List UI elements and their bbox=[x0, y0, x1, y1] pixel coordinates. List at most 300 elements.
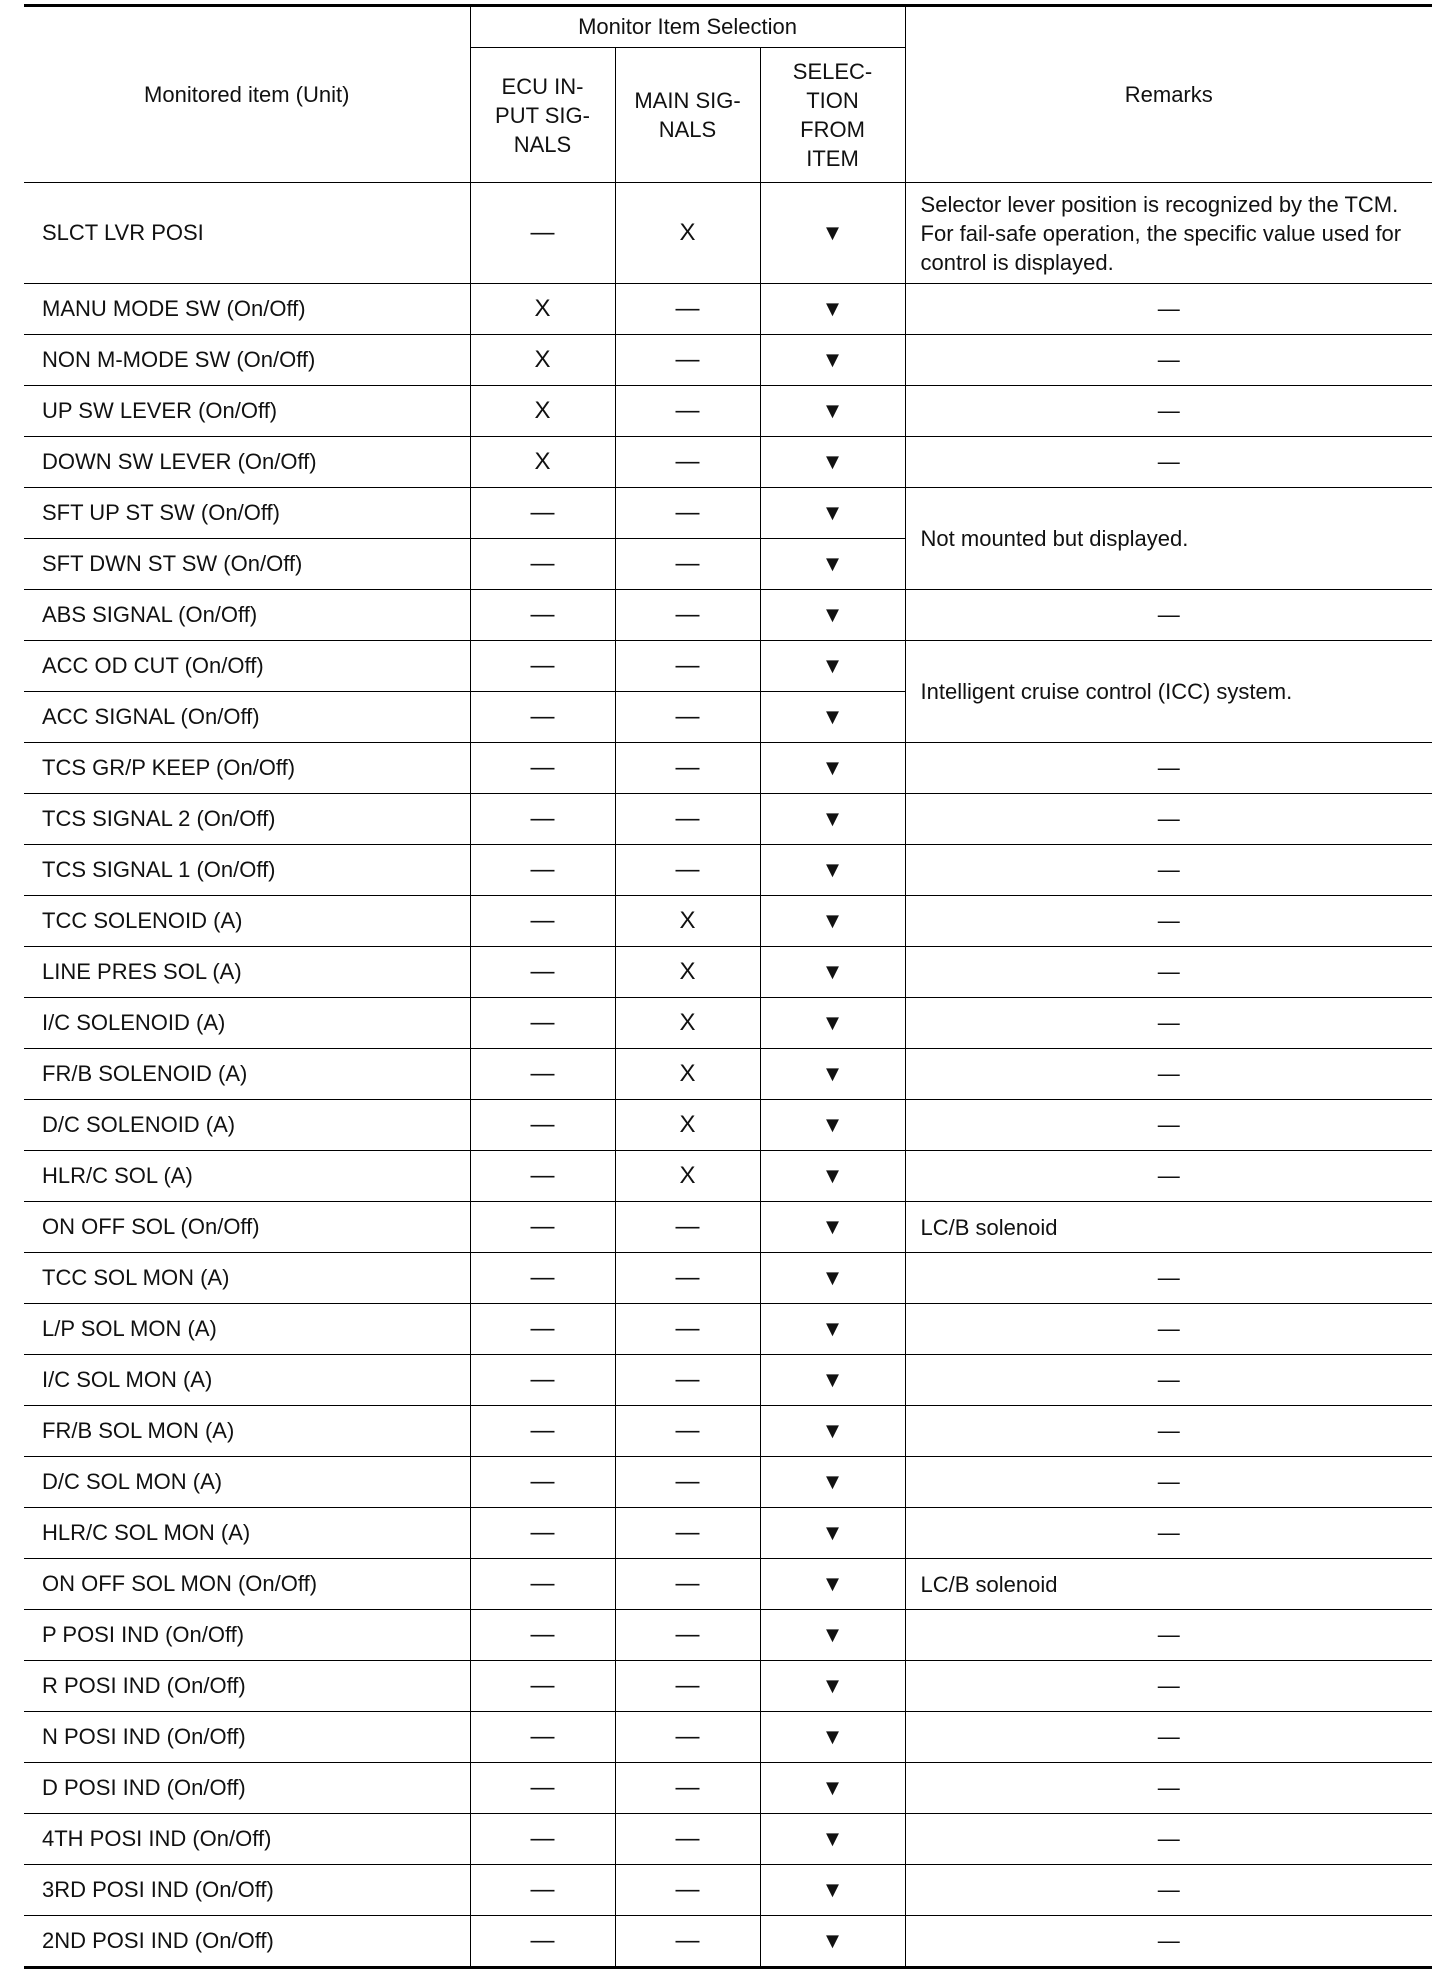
ecu-input-cell-value: — bbox=[530, 1621, 555, 1648]
main-signals-cell-value: X bbox=[679, 1111, 696, 1138]
ecu-input-cell bbox=[470, 539, 615, 590]
main-signals-cell-value: — bbox=[675, 1723, 700, 1750]
main-signals-cell-value: — bbox=[675, 1315, 700, 1342]
main-signals-cell-value: — bbox=[675, 1927, 700, 1954]
ecu-input-cell-value: — bbox=[530, 1162, 555, 1189]
remarks-cell: — bbox=[905, 284, 1432, 335]
selection-cell bbox=[760, 1100, 905, 1151]
remarks-cell: Intelligent cruise control (ICC) system. bbox=[905, 641, 1432, 743]
remarks-cell: — bbox=[905, 794, 1432, 845]
main-signals-cell-value: — bbox=[675, 1366, 700, 1393]
ecu-input-cell-value: — bbox=[530, 1213, 555, 1240]
ecu-input-cell bbox=[470, 386, 615, 437]
monitored-item-cell: 3RD POSI IND (On/Off) bbox=[24, 1865, 470, 1916]
main-signals-cell-value: — bbox=[675, 1213, 700, 1240]
selection-cell-value: ▼ bbox=[821, 1877, 844, 1902]
main-signals-cell bbox=[615, 1865, 760, 1916]
table-row bbox=[24, 1712, 1432, 1763]
selection-cell bbox=[760, 1457, 905, 1508]
header-monitor-item-selection: Monitor Item Selection bbox=[470, 6, 905, 48]
main-signals-cell bbox=[615, 998, 760, 1049]
table-row bbox=[24, 845, 1432, 896]
header-main-signals-label: MAIN SIG- NALS bbox=[634, 88, 741, 142]
selection-cell-value: ▼ bbox=[821, 1469, 844, 1494]
ecu-input-cell bbox=[470, 998, 615, 1049]
main-signals-cell bbox=[615, 488, 760, 539]
selection-cell bbox=[760, 1049, 905, 1100]
remarks-cell: LC/B solenoid bbox=[905, 1202, 1432, 1253]
monitored-item-cell: LINE PRES SOL (A) bbox=[24, 947, 470, 998]
ecu-input-cell bbox=[470, 1100, 615, 1151]
selection-cell-value: ▼ bbox=[821, 857, 844, 882]
ecu-input-cell-value: — bbox=[530, 1468, 555, 1495]
selection-cell bbox=[760, 1712, 905, 1763]
remarks-cell: — bbox=[905, 1304, 1432, 1355]
monitored-item-cell: TCS GR/P KEEP (On/Off) bbox=[24, 743, 470, 794]
remarks-cell: — bbox=[905, 998, 1432, 1049]
table-row bbox=[24, 794, 1432, 845]
monitored-item-cell: ON OFF SOL MON (On/Off) bbox=[24, 1559, 470, 1610]
selection-cell bbox=[760, 1508, 905, 1559]
selection-cell bbox=[760, 1406, 905, 1457]
remarks-cell: — bbox=[905, 896, 1432, 947]
header-monitored-item: Monitored item (Unit) bbox=[24, 6, 470, 183]
main-signals-cell-value: — bbox=[675, 397, 700, 424]
remarks-cell: — bbox=[905, 1508, 1432, 1559]
main-signals-cell-value: — bbox=[675, 1570, 700, 1597]
selection-cell bbox=[760, 437, 905, 488]
selection-cell-value: ▼ bbox=[821, 1622, 844, 1647]
remarks-cell: — bbox=[905, 1457, 1432, 1508]
selection-cell bbox=[760, 1814, 905, 1865]
remarks-cell: — bbox=[905, 1661, 1432, 1712]
remarks-cell: — bbox=[905, 1151, 1432, 1202]
main-signals-cell bbox=[615, 947, 760, 998]
ecu-input-cell bbox=[470, 1508, 615, 1559]
ecu-input-cell bbox=[470, 335, 615, 386]
selection-cell bbox=[760, 1253, 905, 1304]
ecu-input-cell-value: — bbox=[530, 1009, 555, 1036]
table-row bbox=[24, 386, 1432, 437]
ecu-input-cell-value: — bbox=[530, 1060, 555, 1087]
monitored-item-cell: UP SW LEVER (On/Off) bbox=[24, 386, 470, 437]
ecu-input-cell bbox=[470, 183, 615, 284]
selection-cell bbox=[760, 590, 905, 641]
selection-cell-value: ▼ bbox=[821, 1673, 844, 1698]
selection-cell-value: ▼ bbox=[821, 1265, 844, 1290]
ecu-input-cell bbox=[470, 1304, 615, 1355]
monitored-item-cell: 2ND POSI IND (On/Off) bbox=[24, 1916, 470, 1968]
main-signals-cell-value: X bbox=[679, 1060, 696, 1087]
header-ecu-input-signals bbox=[470, 48, 615, 183]
main-signals-cell-value: — bbox=[675, 601, 700, 628]
remarks-cell: Not mounted but displayed. bbox=[905, 488, 1432, 590]
main-signals-cell-value: X bbox=[679, 958, 696, 985]
main-signals-cell bbox=[615, 743, 760, 794]
selection-cell bbox=[760, 743, 905, 794]
main-signals-cell-value: — bbox=[675, 1468, 700, 1495]
table-row bbox=[24, 335, 1432, 386]
monitored-item-cell: HLR/C SOL (A) bbox=[24, 1151, 470, 1202]
selection-cell bbox=[760, 1151, 905, 1202]
main-signals-cell-value: X bbox=[679, 219, 696, 246]
ecu-input-cell-value: — bbox=[530, 805, 555, 832]
main-signals-cell bbox=[615, 539, 760, 590]
ecu-input-cell-value: — bbox=[530, 1111, 555, 1138]
remarks-cell: — bbox=[905, 1763, 1432, 1814]
ecu-input-cell-value: — bbox=[530, 219, 555, 246]
table-row bbox=[24, 183, 1432, 284]
main-signals-cell bbox=[615, 896, 760, 947]
ecu-input-cell bbox=[470, 641, 615, 692]
table-row bbox=[24, 1865, 1432, 1916]
selection-cell-value: ▼ bbox=[821, 1826, 844, 1851]
monitored-item-cell: SFT UP ST SW (On/Off) bbox=[24, 488, 470, 539]
main-signals-cell-value: — bbox=[675, 754, 700, 781]
main-signals-cell-value: — bbox=[675, 295, 700, 322]
selection-cell-value: ▼ bbox=[821, 551, 844, 576]
main-signals-cell-value: X bbox=[679, 1162, 696, 1189]
ecu-input-cell-value: — bbox=[530, 652, 555, 679]
ecu-input-cell bbox=[470, 1253, 615, 1304]
remarks-cell: — bbox=[905, 1100, 1432, 1151]
remarks-cell: — bbox=[905, 1916, 1432, 1968]
selection-cell-value: ▼ bbox=[821, 1724, 844, 1749]
main-signals-cell bbox=[615, 1916, 760, 1968]
selection-cell-value: ▼ bbox=[821, 806, 844, 831]
main-signals-cell-value: — bbox=[675, 1774, 700, 1801]
selection-cell bbox=[760, 845, 905, 896]
selection-cell-value: ▼ bbox=[821, 1520, 844, 1545]
main-signals-cell-value: — bbox=[675, 1672, 700, 1699]
table-row bbox=[24, 1100, 1432, 1151]
ecu-input-cell bbox=[470, 1559, 615, 1610]
selection-cell-value: ▼ bbox=[821, 398, 844, 423]
monitored-item-cell: L/P SOL MON (A) bbox=[24, 1304, 470, 1355]
main-signals-cell-value: — bbox=[675, 550, 700, 577]
selection-cell-value: ▼ bbox=[821, 449, 844, 474]
table-row bbox=[24, 641, 1432, 692]
main-signals-cell bbox=[615, 1202, 760, 1253]
ecu-input-cell-value: — bbox=[530, 499, 555, 526]
ecu-input-cell-value: — bbox=[530, 907, 555, 934]
selection-cell-value: ▼ bbox=[821, 755, 844, 780]
ecu-input-cell-value: — bbox=[530, 601, 555, 628]
selection-cell bbox=[760, 1559, 905, 1610]
main-signals-cell bbox=[615, 1763, 760, 1814]
table-row bbox=[24, 743, 1432, 794]
selection-cell bbox=[760, 1661, 905, 1712]
table-row bbox=[24, 1661, 1432, 1712]
table-row bbox=[24, 1457, 1432, 1508]
selection-cell-value: ▼ bbox=[821, 500, 844, 525]
monitored-item-cell: N POSI IND (On/Off) bbox=[24, 1712, 470, 1763]
table-row bbox=[24, 590, 1432, 641]
selection-cell-value: ▼ bbox=[821, 653, 844, 678]
main-signals-cell bbox=[615, 1253, 760, 1304]
ecu-input-cell bbox=[470, 1355, 615, 1406]
header-selection-from-item bbox=[760, 48, 905, 183]
ecu-input-cell bbox=[470, 1457, 615, 1508]
selection-cell bbox=[760, 1304, 905, 1355]
selection-cell bbox=[760, 539, 905, 590]
main-signals-cell-value: — bbox=[675, 856, 700, 883]
selection-cell bbox=[760, 284, 905, 335]
header-remarks: Remarks bbox=[905, 6, 1432, 183]
ecu-input-cell-value: — bbox=[530, 1774, 555, 1801]
remarks-cell: — bbox=[905, 386, 1432, 437]
main-signals-cell-value: — bbox=[675, 346, 700, 373]
ecu-input-cell bbox=[470, 1610, 615, 1661]
table-row bbox=[24, 947, 1432, 998]
ecu-input-cell bbox=[470, 1661, 615, 1712]
remarks-cell: LC/B solenoid bbox=[905, 1559, 1432, 1610]
table-row bbox=[24, 1763, 1432, 1814]
main-signals-cell bbox=[615, 590, 760, 641]
monitored-item-cell: ON OFF SOL (On/Off) bbox=[24, 1202, 470, 1253]
main-signals-cell bbox=[615, 1712, 760, 1763]
monitored-item-cell: 4TH POSI IND (On/Off) bbox=[24, 1814, 470, 1865]
monitored-item-cell: R POSI IND (On/Off) bbox=[24, 1661, 470, 1712]
table-row bbox=[24, 1508, 1432, 1559]
main-signals-cell bbox=[615, 183, 760, 284]
table-row bbox=[24, 1304, 1432, 1355]
ecu-input-cell-value: — bbox=[530, 856, 555, 883]
ecu-input-cell bbox=[470, 590, 615, 641]
ecu-input-cell-value: — bbox=[530, 1519, 555, 1546]
main-signals-cell bbox=[615, 1355, 760, 1406]
main-signals-cell bbox=[615, 284, 760, 335]
selection-cell bbox=[760, 488, 905, 539]
selection-cell-value: ▼ bbox=[821, 704, 844, 729]
remarks-cell: — bbox=[905, 1406, 1432, 1457]
remarks-cell: — bbox=[905, 743, 1432, 794]
selection-cell bbox=[760, 998, 905, 1049]
table-row bbox=[24, 1916, 1432, 1968]
monitored-item-cell: D/C SOL MON (A) bbox=[24, 1457, 470, 1508]
ecu-input-cell bbox=[470, 437, 615, 488]
remarks-cell: — bbox=[905, 437, 1432, 488]
ecu-input-cell bbox=[470, 845, 615, 896]
table-row bbox=[24, 488, 1432, 539]
ecu-input-cell-value: — bbox=[530, 754, 555, 781]
main-signals-cell bbox=[615, 335, 760, 386]
monitored-item-cell: MANU MODE SW (On/Off) bbox=[24, 284, 470, 335]
main-signals-cell bbox=[615, 1406, 760, 1457]
remarks-cell: — bbox=[905, 1610, 1432, 1661]
selection-cell bbox=[760, 335, 905, 386]
ecu-input-cell bbox=[470, 1151, 615, 1202]
remarks-cell: — bbox=[905, 1712, 1432, 1763]
main-signals-cell bbox=[615, 1100, 760, 1151]
remarks-cell: — bbox=[905, 1253, 1432, 1304]
selection-cell bbox=[760, 1916, 905, 1968]
main-signals-cell bbox=[615, 1508, 760, 1559]
main-signals-cell bbox=[615, 794, 760, 845]
ecu-input-cell bbox=[470, 1049, 615, 1100]
selection-cell-value: ▼ bbox=[821, 602, 844, 627]
table-row bbox=[24, 998, 1432, 1049]
main-signals-cell bbox=[615, 386, 760, 437]
ecu-input-cell-value: X bbox=[534, 295, 551, 322]
ecu-input-cell bbox=[470, 1712, 615, 1763]
main-signals-cell bbox=[615, 1457, 760, 1508]
ecu-input-cell bbox=[470, 743, 615, 794]
selection-cell-value: ▼ bbox=[821, 1775, 844, 1800]
monitored-item-cell: SFT DWN ST SW (On/Off) bbox=[24, 539, 470, 590]
monitored-item-cell: D POSI IND (On/Off) bbox=[24, 1763, 470, 1814]
ecu-input-cell bbox=[470, 1202, 615, 1253]
header-ecu-input-label: ECU IN- PUT SIG- NALS bbox=[495, 73, 590, 157]
ecu-input-cell-value: — bbox=[530, 703, 555, 730]
monitored-item-cell: TCS SIGNAL 1 (On/Off) bbox=[24, 845, 470, 896]
main-signals-cell bbox=[615, 437, 760, 488]
monitored-item-cell: I/C SOL MON (A) bbox=[24, 1355, 470, 1406]
table-row bbox=[24, 1049, 1432, 1100]
ecu-input-cell-value: — bbox=[530, 1672, 555, 1699]
selection-cell-value: ▼ bbox=[821, 1214, 844, 1239]
selection-cell-value: ▼ bbox=[821, 1316, 844, 1341]
monitored-item-cell: I/C SOLENOID (A) bbox=[24, 998, 470, 1049]
table-row bbox=[24, 284, 1432, 335]
table-row bbox=[24, 1202, 1432, 1253]
selection-cell-value: ▼ bbox=[821, 1163, 844, 1188]
header-selection-label: SELEC- TION FROM ITEM bbox=[792, 59, 873, 171]
selection-cell bbox=[760, 386, 905, 437]
ecu-input-cell bbox=[470, 1916, 615, 1968]
main-signals-cell-value: X bbox=[679, 1009, 696, 1036]
table-row bbox=[24, 437, 1432, 488]
table-row bbox=[24, 896, 1432, 947]
selection-cell bbox=[760, 794, 905, 845]
table-row bbox=[24, 1559, 1432, 1610]
main-signals-cell bbox=[615, 1151, 760, 1202]
monitored-item-cell: TCC SOL MON (A) bbox=[24, 1253, 470, 1304]
main-signals-cell-value: — bbox=[675, 499, 700, 526]
main-signals-cell-value: — bbox=[675, 1621, 700, 1648]
ecu-input-cell-value: — bbox=[530, 958, 555, 985]
ecu-input-cell-value: X bbox=[534, 448, 551, 475]
ecu-input-cell bbox=[470, 1814, 615, 1865]
selection-cell bbox=[760, 1355, 905, 1406]
selection-cell-value: ▼ bbox=[821, 1061, 844, 1086]
selection-cell bbox=[760, 896, 905, 947]
selection-cell bbox=[760, 1610, 905, 1661]
main-signals-cell bbox=[615, 641, 760, 692]
remarks-cell: — bbox=[905, 845, 1432, 896]
selection-cell bbox=[760, 692, 905, 743]
table-row bbox=[24, 1151, 1432, 1202]
selection-cell-value: ▼ bbox=[821, 1112, 844, 1137]
ecu-input-cell-value: — bbox=[530, 550, 555, 577]
main-signals-cell-value: — bbox=[675, 652, 700, 679]
table-row bbox=[24, 1406, 1432, 1457]
main-signals-cell-value: — bbox=[675, 1825, 700, 1852]
remarks-cell: — bbox=[905, 947, 1432, 998]
main-signals-cell-value: — bbox=[675, 1876, 700, 1903]
selection-cell-value: ▼ bbox=[821, 908, 844, 933]
monitored-item-cell: FR/B SOLENOID (A) bbox=[24, 1049, 470, 1100]
selection-cell bbox=[760, 1865, 905, 1916]
ecu-input-cell-value: — bbox=[530, 1825, 555, 1852]
table-row bbox=[24, 1253, 1432, 1304]
main-signals-cell-value: — bbox=[675, 703, 700, 730]
monitored-item-cell: ACC SIGNAL (On/Off) bbox=[24, 692, 470, 743]
monitored-item-cell: ABS SIGNAL (On/Off) bbox=[24, 590, 470, 641]
selection-cell-value: ▼ bbox=[821, 1571, 844, 1596]
main-signals-cell-value: — bbox=[675, 1417, 700, 1444]
monitored-item-cell: TCC SOLENOID (A) bbox=[24, 896, 470, 947]
main-signals-cell-value: X bbox=[679, 907, 696, 934]
main-signals-cell bbox=[615, 692, 760, 743]
ecu-input-cell bbox=[470, 1763, 615, 1814]
main-signals-cell-value: — bbox=[675, 1519, 700, 1546]
selection-cell-value: ▼ bbox=[821, 1928, 844, 1953]
monitored-item-cell: ACC OD CUT (On/Off) bbox=[24, 641, 470, 692]
main-signals-cell bbox=[615, 1049, 760, 1100]
selection-cell-value: ▼ bbox=[821, 220, 844, 245]
selection-cell bbox=[760, 1202, 905, 1253]
main-signals-cell bbox=[615, 1661, 760, 1712]
monitored-item-cell: P POSI IND (On/Off) bbox=[24, 1610, 470, 1661]
ecu-input-cell-value: — bbox=[530, 1927, 555, 1954]
monitored-item-cell: FR/B SOL MON (A) bbox=[24, 1406, 470, 1457]
monitored-item-cell: SLCT LVR POSI bbox=[24, 183, 470, 284]
main-signals-cell-value: — bbox=[675, 805, 700, 832]
ecu-input-cell-value: — bbox=[530, 1315, 555, 1342]
ecu-input-cell-value: X bbox=[534, 397, 551, 424]
selection-cell bbox=[760, 641, 905, 692]
ecu-input-cell bbox=[470, 1406, 615, 1457]
table-body bbox=[24, 183, 1432, 1968]
ecu-input-cell bbox=[470, 896, 615, 947]
selection-cell-value: ▼ bbox=[821, 296, 844, 321]
remarks-cell: — bbox=[905, 1355, 1432, 1406]
table-row bbox=[24, 1610, 1432, 1661]
selection-cell bbox=[760, 183, 905, 284]
selection-cell-value: ▼ bbox=[821, 1010, 844, 1035]
main-signals-cell bbox=[615, 1814, 760, 1865]
monitored-item-cell: TCS SIGNAL 2 (On/Off) bbox=[24, 794, 470, 845]
selection-cell-value: ▼ bbox=[821, 1418, 844, 1443]
table-row bbox=[24, 1355, 1432, 1406]
ecu-input-cell-value: — bbox=[530, 1366, 555, 1393]
main-signals-cell-value: — bbox=[675, 448, 700, 475]
ecu-input-cell-value: — bbox=[530, 1570, 555, 1597]
ecu-input-cell-value: — bbox=[530, 1264, 555, 1291]
selection-cell-value: ▼ bbox=[821, 959, 844, 984]
selection-cell bbox=[760, 947, 905, 998]
remarks-cell: — bbox=[905, 335, 1432, 386]
selection-cell-value: ▼ bbox=[821, 1367, 844, 1392]
main-signals-cell bbox=[615, 1610, 760, 1661]
selection-cell-value: ▼ bbox=[821, 347, 844, 372]
remarks-cell: — bbox=[905, 1814, 1432, 1865]
ecu-input-cell-value: — bbox=[530, 1723, 555, 1750]
header-main-signals bbox=[615, 48, 760, 183]
table-row bbox=[24, 1814, 1432, 1865]
remarks-cell: Selector lever position is recognized by the TCM. For fail-safe operation, the specific value used for control is displayed. bbox=[905, 183, 1432, 284]
monitored-item-cell: NON M-MODE SW (On/Off) bbox=[24, 335, 470, 386]
main-signals-cell-value: — bbox=[675, 1264, 700, 1291]
monitored-item-cell: HLR/C SOL MON (A) bbox=[24, 1508, 470, 1559]
monitored-item-cell: D/C SOLENOID (A) bbox=[24, 1100, 470, 1151]
remarks-cell: — bbox=[905, 1865, 1432, 1916]
ecu-input-cell bbox=[470, 488, 615, 539]
ecu-input-cell bbox=[470, 1865, 615, 1916]
monitor-item-table bbox=[24, 4, 1432, 1969]
remarks-cell: — bbox=[905, 1049, 1432, 1100]
